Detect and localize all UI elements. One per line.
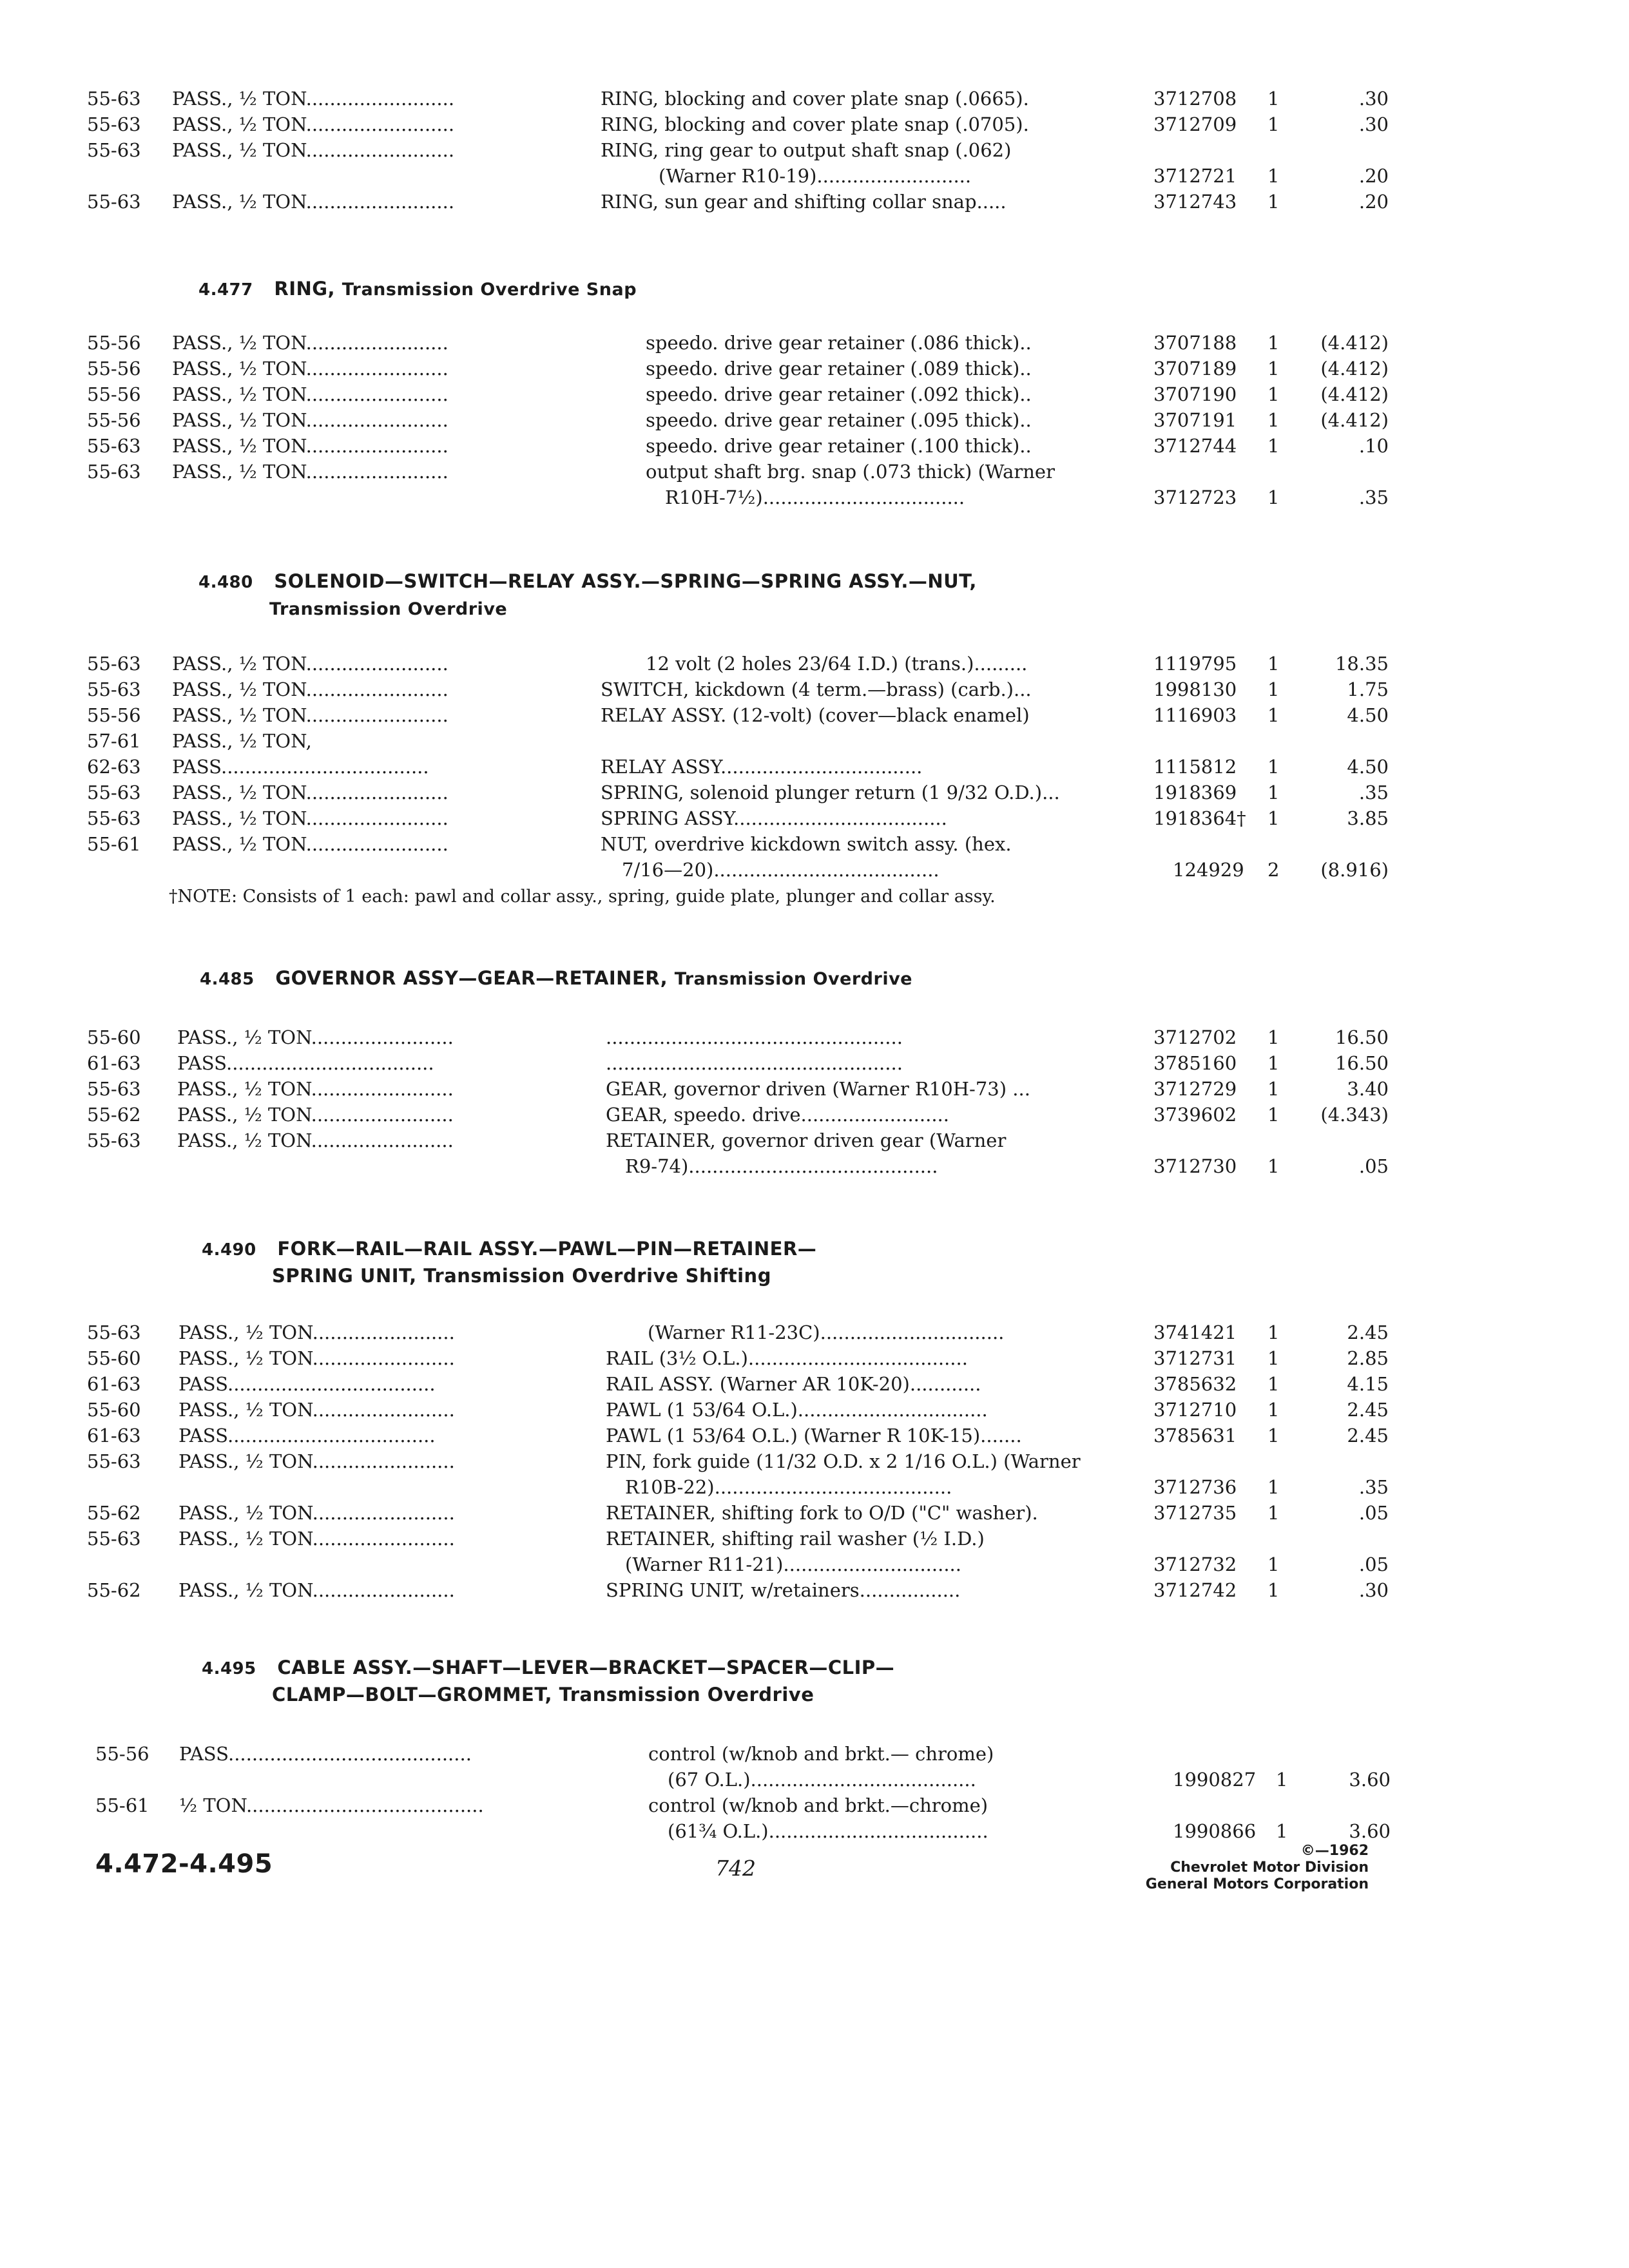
quantity-cell: 1	[1268, 782, 1280, 803]
table-row	[87, 485, 1389, 510]
years-cell: 55-63	[87, 1129, 141, 1151]
description-cell: control (w/knob and brkt.— chrome)	[648, 1743, 994, 1765]
part-number-cell: 1918364†	[1153, 807, 1246, 829]
part-number-cell: 3712723	[1153, 486, 1237, 508]
part-number-cell: 1115812	[1153, 756, 1237, 778]
table-row	[87, 459, 1311, 485]
section-heading	[198, 567, 977, 597]
table-row	[87, 651, 1389, 677]
description-cell: RETAINER, shifting fork to O/D ("C" washer).	[606, 1502, 1038, 1524]
description-cell: RING, ring gear to output shaft snap (.062)	[601, 139, 1012, 161]
price-cell: 3.85	[1347, 807, 1389, 829]
model-cell: PASS.........................................	[179, 1743, 472, 1765]
description-cell: ..................................................	[606, 1026, 903, 1048]
model-cell: PASS...................................	[177, 1052, 434, 1074]
part-number-cell: 3712743	[1153, 191, 1237, 213]
part-number-cell: 1918369	[1153, 782, 1237, 803]
model-cell: PASS...................................	[172, 756, 429, 778]
description-cell: RELAY ASSY. (12-volt) (cover—black enamel)	[601, 704, 1030, 726]
years-cell: 61-63	[87, 1052, 141, 1074]
description-cell: speedo. drive gear retainer (.092 thick)..	[646, 383, 1032, 405]
quantity-cell: 1	[1268, 704, 1280, 726]
quantity-cell: 1	[1268, 435, 1280, 457]
description-cell: RELAY ASSY..................................	[601, 756, 923, 778]
years-cell: 55-61	[87, 833, 141, 855]
part-number-cell: 3707190	[1153, 383, 1237, 405]
price-cell: 16.50	[1335, 1026, 1389, 1048]
years-cell: 55-63	[87, 1528, 141, 1550]
table-row	[87, 407, 1389, 433]
table-row	[87, 356, 1389, 381]
quantity-cell: 1	[1276, 1769, 1288, 1791]
model-cell: PASS., ½ TON........................	[178, 1528, 455, 1550]
price-cell: 16.50	[1335, 1052, 1389, 1074]
years-cell: 55-56	[95, 1743, 149, 1765]
table-row	[87, 86, 1389, 111]
quantity-cell: 1	[1268, 332, 1280, 354]
description-cell: R10B-22)........................................	[625, 1476, 952, 1498]
years-cell: 57-61	[87, 730, 141, 752]
price-cell: .10	[1358, 435, 1389, 457]
corporation-name: General Motors Corporation	[1145, 1876, 1369, 1892]
table-row	[87, 677, 1389, 702]
table-row	[87, 1577, 1389, 1603]
model-cell: PASS., ½ TON.........................	[172, 139, 455, 161]
model-cell: PASS., ½ TON........................	[172, 704, 448, 726]
quantity-cell: 1	[1268, 1425, 1280, 1446]
description-cell: R9-74)..........................................	[625, 1155, 938, 1177]
section-number: 4.490	[202, 1240, 256, 1260]
price-cell: 3.60	[1349, 1769, 1391, 1791]
price-cell: .30	[1358, 1579, 1389, 1601]
model-cell: PASS., ½ TON........................	[178, 1321, 455, 1343]
quantity-cell: 1	[1268, 1026, 1280, 1048]
description-cell: NUT, overdrive kickdown switch assy. (hex.	[601, 833, 1012, 855]
quantity-cell: 1	[1268, 88, 1280, 110]
quantity-cell: 1	[1268, 113, 1280, 135]
table-row	[87, 1371, 1389, 1397]
section-heading-line2	[272, 1262, 771, 1290]
quantity-cell: 1	[1268, 1399, 1280, 1421]
price-cell: 1.75	[1347, 678, 1389, 700]
model-cell: PASS., ½ TON.........................	[172, 191, 455, 213]
model-cell: PASS., ½ TON........................	[172, 653, 448, 675]
quantity-cell: 1	[1268, 1347, 1280, 1369]
price-cell: .30	[1358, 88, 1389, 110]
price-cell: .05	[1358, 1155, 1389, 1177]
model-cell: PASS., ½ TON........................	[172, 435, 448, 457]
part-number-cell: 3712729	[1153, 1078, 1237, 1100]
years-cell: 55-62	[87, 1502, 141, 1524]
description-cell: PAWL (1 53/64 O.L.)................................	[606, 1399, 988, 1421]
table-row	[87, 1076, 1389, 1102]
price-cell: 4.50	[1347, 704, 1389, 726]
part-number-cell: 3712710	[1153, 1399, 1237, 1421]
quantity-cell: 1	[1268, 1052, 1280, 1074]
part-number-cell: 3712742	[1153, 1579, 1237, 1601]
description-cell: R10H-7½)..................................	[665, 486, 965, 508]
table-row	[95, 1767, 1391, 1792]
years-cell: 55-60	[87, 1399, 141, 1421]
section-heading	[198, 274, 637, 304]
model-cell: PASS...................................	[178, 1425, 436, 1446]
quantity-cell: 1	[1268, 486, 1280, 508]
years-cell: 55-63	[87, 461, 141, 483]
section-title: SOLENOID—SWITCH—RELAY ASSY.—SPRING—SPRING ASSY.—NUT,	[274, 570, 977, 592]
table-row	[87, 805, 1389, 831]
description-cell: (61¾ O.L.).....................................	[668, 1820, 988, 1842]
table-row	[87, 433, 1389, 459]
table-row	[87, 1423, 1389, 1448]
part-number-cell: 124929	[1173, 859, 1244, 881]
part-number-cell: 3712730	[1153, 1155, 1237, 1177]
quantity-cell: 1	[1268, 191, 1280, 213]
description-cell: GEAR, governor driven (Warner R10H-73) ...	[606, 1078, 1030, 1100]
part-number-cell: 3707189	[1153, 358, 1237, 380]
years-cell: 55-60	[87, 1026, 141, 1048]
price-cell: 18.35	[1335, 653, 1389, 675]
quantity-cell: 1	[1268, 1553, 1280, 1575]
years-cell: 55-63	[87, 113, 141, 135]
model-cell: PASS., ½ TON,	[172, 730, 312, 752]
part-number-cell: 3712709	[1153, 113, 1237, 135]
price-cell: (4.412)	[1320, 358, 1389, 380]
section-title: FORK—RAIL—RAIL ASSY.—PAWL—PIN—RETAINER—	[277, 1238, 817, 1260]
part-number-cell: 3712708	[1153, 88, 1237, 110]
price-cell: (4.412)	[1320, 383, 1389, 405]
table-row	[87, 189, 1389, 215]
section-heading	[202, 1653, 894, 1683]
description-cell: PAWL (1 53/64 O.L.) (Warner R 10K-15).......	[606, 1425, 1022, 1446]
price-cell: .30	[1358, 113, 1389, 135]
description-cell: (67 O.L.)......................................	[668, 1769, 976, 1791]
years-cell: 55-63	[87, 807, 141, 829]
description-cell: RING, blocking and cover plate snap (.0705).	[601, 113, 1029, 135]
table-row	[87, 754, 1389, 780]
model-cell: PASS., ½ TON........................	[172, 782, 448, 803]
model-cell: PASS., ½ TON........................	[177, 1129, 454, 1151]
years-cell: 55-63	[87, 435, 141, 457]
price-cell: .05	[1358, 1553, 1389, 1575]
model-cell: PASS., ½ TON........................	[177, 1104, 454, 1126]
quantity-cell: 1	[1268, 1321, 1280, 1343]
years-cell: 55-56	[87, 704, 141, 726]
section-subtitle: Transmission Overdrive	[674, 969, 912, 989]
table-row	[87, 780, 1389, 805]
part-number-cell: 1990827	[1173, 1769, 1257, 1791]
section-number: 4.495	[202, 1659, 256, 1678]
description-cell: speedo. drive gear retainer (.086 thick)..	[646, 332, 1032, 354]
part-number-cell: 1990866	[1173, 1820, 1257, 1842]
model-cell: PASS., ½ TON........................	[178, 1502, 455, 1524]
model-cell: PASS...................................	[178, 1373, 436, 1395]
part-number-cell: 1119795	[1153, 653, 1237, 675]
section-subtitle: Transmission Overdrive	[269, 599, 508, 619]
quantity-cell: 1	[1268, 383, 1280, 405]
description-cell: control (w/knob and brkt.—chrome)	[648, 1794, 988, 1816]
section-heading-line2	[269, 594, 507, 624]
table-row	[87, 1552, 1389, 1577]
price-cell: 2.85	[1347, 1347, 1389, 1369]
quantity-cell: 1	[1268, 1155, 1280, 1177]
table-row	[87, 831, 1311, 857]
description-cell: (Warner R11-23C)...............................	[648, 1321, 1005, 1343]
table-row	[95, 1741, 1320, 1767]
years-cell: 55-63	[87, 139, 141, 161]
table-row	[87, 1474, 1389, 1500]
quantity-cell: 1	[1268, 1579, 1280, 1601]
section-number: 4.480	[198, 573, 253, 592]
table-row	[87, 1153, 1389, 1179]
table-row	[87, 330, 1389, 356]
description-cell: ..................................................	[606, 1052, 903, 1074]
description-cell: SWITCH, kickdown (4 term.—brass) (carb.)...	[601, 678, 1032, 700]
part-number-cell: 3707188	[1153, 332, 1237, 354]
table-row	[87, 1500, 1389, 1526]
years-cell: 61-63	[87, 1425, 141, 1446]
years-cell: 55-60	[87, 1347, 141, 1369]
years-cell: 55-63	[87, 653, 141, 675]
price-cell: .20	[1358, 191, 1389, 213]
model-cell: PASS., ½ TON........................	[172, 383, 448, 405]
quantity-cell: 1	[1268, 358, 1280, 380]
model-cell: PASS., ½ TON........................	[178, 1450, 455, 1472]
price-cell: .05	[1358, 1502, 1389, 1524]
years-cell: 55-63	[87, 88, 141, 110]
description-cell: RING, sun gear and shifting collar snap.....	[601, 191, 1007, 213]
table-row	[87, 1102, 1389, 1128]
description-cell: RETAINER, governor driven gear (Warner	[606, 1129, 1007, 1151]
part-number-cell: 3707191	[1153, 409, 1237, 431]
table-row	[87, 702, 1389, 728]
quantity-cell: 1	[1268, 756, 1280, 778]
quantity-cell: 1	[1268, 653, 1280, 675]
part-number-cell: 3712735	[1153, 1502, 1237, 1524]
model-cell: PASS., ½ TON........................	[172, 833, 448, 855]
price-cell: (4.412)	[1320, 332, 1389, 354]
model-cell: PASS., ½ TON.........................	[172, 88, 455, 110]
table-row	[95, 1818, 1391, 1844]
part-number-cell: 3712721	[1153, 165, 1237, 187]
model-cell: PASS., ½ TON........................	[177, 1026, 454, 1048]
part-number-cell: 3712744	[1153, 435, 1237, 457]
model-cell: PASS., ½ TON.........................	[172, 113, 455, 135]
model-cell: ½ TON........................................	[179, 1794, 484, 1816]
part-number-cell: 3785160	[1153, 1052, 1237, 1074]
model-cell: PASS., ½ TON........................	[178, 1579, 455, 1601]
model-cell: PASS., ½ TON........................	[172, 332, 448, 354]
price-cell: 2.45	[1347, 1425, 1389, 1446]
section-number: 4.485	[200, 970, 255, 989]
page-range: 4.472-4.495	[95, 1849, 273, 1879]
part-number-cell: 1116903	[1153, 704, 1237, 726]
table-row	[87, 1050, 1389, 1076]
section-number: 4.477	[198, 280, 253, 300]
model-cell: PASS., ½ TON........................	[172, 409, 448, 431]
section-subtitle: CLAMP—BOLT—GROMMET, Transmission Overdrive	[272, 1684, 815, 1706]
part-number-cell: 3785631	[1153, 1425, 1237, 1446]
price-cell: (8.916)	[1320, 859, 1389, 881]
table-row	[87, 857, 1389, 883]
price-cell: .35	[1358, 782, 1389, 803]
description-cell: RAIL (3½ O.L.).....................................	[606, 1347, 968, 1369]
part-number-cell: 1998130	[1153, 678, 1237, 700]
years-cell: 55-63	[87, 782, 141, 803]
price-cell: 3.60	[1349, 1820, 1391, 1842]
part-number-cell: 3741421	[1153, 1321, 1237, 1343]
price-cell: 2.45	[1347, 1399, 1389, 1421]
footnote: †NOTE: Consists of 1 each: pawl and collar assy., spring, guide plate, plunger and collar assy.	[169, 887, 996, 907]
table-row	[87, 1448, 1311, 1474]
part-number-cell: 3712732	[1153, 1553, 1237, 1575]
model-cell: PASS., ½ TON........................	[172, 461, 448, 483]
table-row	[87, 111, 1389, 137]
description-cell: SPRING, solenoid plunger return (1 9/32 O.D.)...	[601, 782, 1060, 803]
price-cell: .20	[1358, 165, 1389, 187]
years-cell: 55-63	[87, 678, 141, 700]
description-cell: speedo. drive gear retainer (.089 thick)..	[646, 358, 1032, 380]
description-cell: RETAINER, shifting rail washer (½ I.D.)	[606, 1528, 985, 1550]
section-title: GOVERNOR ASSY—GEAR—RETAINER,	[275, 967, 668, 989]
section-heading	[200, 964, 912, 994]
table-row	[87, 1128, 1311, 1153]
quantity-cell: 1	[1268, 1373, 1280, 1395]
years-cell: 62-63	[87, 756, 141, 778]
description-cell: (Warner R11-21)..............................	[625, 1553, 961, 1575]
quantity-cell: 1	[1268, 1502, 1280, 1524]
price-cell: .35	[1358, 486, 1389, 508]
price-cell: .35	[1358, 1476, 1389, 1498]
quantity-cell: 1	[1268, 165, 1280, 187]
quantity-cell: 1	[1268, 1078, 1280, 1100]
division-name: Chevrolet Motor Division	[1170, 1860, 1369, 1876]
years-cell: 55-56	[87, 332, 141, 354]
section-title: RING,	[274, 278, 336, 300]
table-row	[87, 163, 1389, 189]
price-cell: (4.412)	[1320, 409, 1389, 431]
quantity-cell: 1	[1268, 678, 1280, 700]
description-cell: SPRING ASSY....................................	[601, 807, 947, 829]
model-cell: PASS., ½ TON........................	[172, 807, 448, 829]
years-cell: 55-63	[87, 1078, 141, 1100]
table-row	[87, 1320, 1389, 1345]
description-cell: (Warner R10-19)..........................	[659, 165, 972, 187]
years-cell: 55-56	[87, 383, 141, 405]
part-number-cell: 3739602	[1153, 1104, 1237, 1126]
model-cell: PASS., ½ TON........................	[172, 358, 448, 380]
table-row	[87, 1397, 1389, 1423]
part-number-cell: 3712736	[1153, 1476, 1237, 1498]
description-cell: GEAR, speedo. drive.........................	[606, 1104, 949, 1126]
description-cell: speedo. drive gear retainer (.095 thick)..	[646, 409, 1032, 431]
section-heading-line2	[272, 1680, 814, 1709]
description-cell: PIN, fork guide (11/32 O.D. x 2 1/16 O.L.) (Warner	[606, 1450, 1081, 1472]
quantity-cell: 1	[1268, 1104, 1280, 1126]
model-cell: PASS., ½ TON........................	[178, 1399, 455, 1421]
years-cell: 55-62	[87, 1579, 141, 1601]
years-cell: 55-56	[87, 358, 141, 380]
model-cell: PASS., ½ TON........................	[178, 1347, 455, 1369]
section-subtitle: SPRING UNIT, Transmission Overdrive Shifting	[272, 1265, 771, 1287]
quantity-cell: 1	[1268, 807, 1280, 829]
years-cell: 55-56	[87, 409, 141, 431]
years-cell: 55-63	[87, 1450, 141, 1472]
quantity-cell: 1	[1276, 1820, 1288, 1842]
section-heading	[202, 1235, 816, 1264]
table-row	[95, 1792, 1320, 1818]
table-row	[87, 1024, 1389, 1050]
model-cell: PASS., ½ TON........................	[177, 1078, 454, 1100]
table-row	[87, 381, 1389, 407]
part-number-cell: 3712702	[1153, 1026, 1237, 1048]
quantity-cell: 2	[1268, 859, 1280, 881]
table-row	[87, 728, 1311, 754]
section-subtitle: Transmission Overdrive Snap	[342, 280, 637, 300]
description-cell: RAIL ASSY. (Warner AR 10K-20)............	[606, 1373, 981, 1395]
section-title: CABLE ASSY.—SHAFT—LEVER—BRACKET—SPACER—CLIP—	[277, 1657, 895, 1678]
price-cell: (4.343)	[1320, 1104, 1389, 1126]
quantity-cell: 1	[1268, 409, 1280, 431]
part-number-cell: 3785632	[1153, 1373, 1237, 1395]
description-cell: 12 volt (2 holes 23/64 I.D.) (trans.).........	[646, 653, 1028, 675]
price-cell: 4.50	[1347, 756, 1389, 778]
years-cell: 55-62	[87, 1104, 141, 1126]
quantity-cell: 1	[1268, 1476, 1280, 1498]
table-row	[87, 1526, 1311, 1552]
years-cell: 61-63	[87, 1373, 141, 1395]
part-number-cell: 3712731	[1153, 1347, 1237, 1369]
price-cell: 4.15	[1347, 1373, 1389, 1395]
price-cell: 3.40	[1347, 1078, 1389, 1100]
page-number: 742	[715, 1856, 756, 1881]
price-cell: 2.45	[1347, 1321, 1389, 1343]
table-row	[87, 137, 1311, 163]
publisher-block	[1146, 1843, 1369, 1893]
description-cell: SPRING UNIT, w/retainers.................	[606, 1579, 961, 1601]
copyright: ©—1962	[1300, 1843, 1369, 1859]
years-cell: 55-63	[87, 1321, 141, 1343]
years-cell: 55-63	[87, 191, 141, 213]
description-cell: 7/16—20)......................................	[622, 859, 940, 881]
years-cell: 55-61	[95, 1794, 149, 1816]
model-cell: PASS., ½ TON........................	[172, 678, 448, 700]
description-cell: speedo. drive gear retainer (.100 thick)..	[646, 435, 1032, 457]
description-cell: RING, blocking and cover plate snap (.0665).	[601, 88, 1029, 110]
description-cell: output shaft brg. snap (.073 thick) (Warner	[646, 461, 1055, 483]
table-row	[87, 1345, 1389, 1371]
